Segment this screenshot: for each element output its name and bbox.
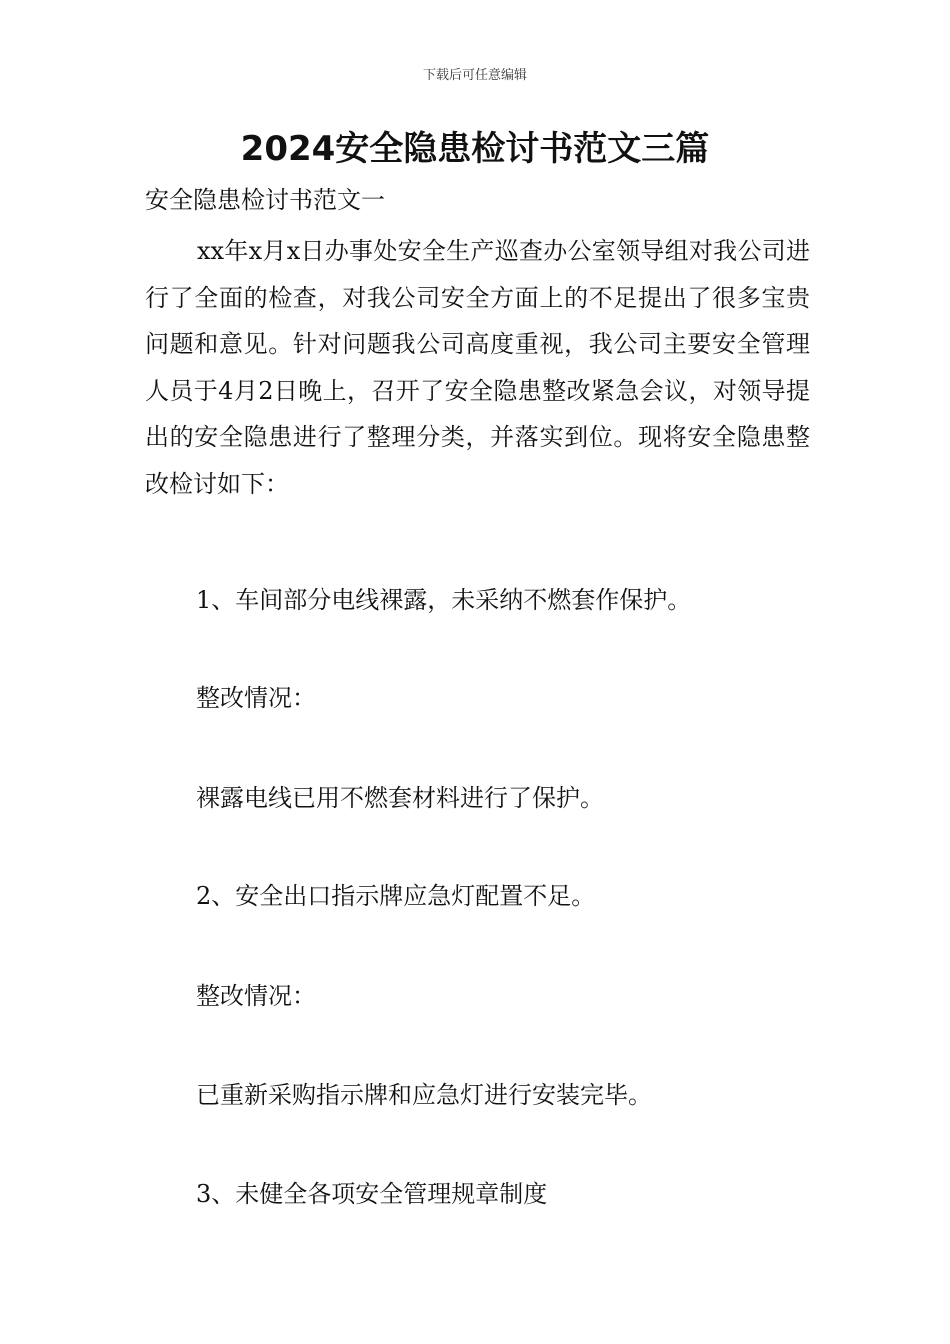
list-item: 裸露电线已用不燃套材料进行了保护。 bbox=[196, 784, 604, 812]
section-heading: 安全隐患检讨书范文一 bbox=[145, 186, 385, 214]
list-item: 1、车间部分电线裸露，未采纳不燃套作保护。 bbox=[196, 586, 692, 614]
header-note: 下载后可任意编辑 bbox=[422, 68, 527, 83]
document-title: 2024安全隐患检讨书范文三篇 bbox=[240, 129, 710, 169]
list-item: 整改情况： bbox=[196, 684, 316, 712]
list-item: 2、安全出口指示牌应急灯配置不足。 bbox=[196, 882, 596, 910]
list-item: 整改情况： bbox=[196, 982, 316, 1010]
list-item: 已重新采购指示牌和应急灯进行安装完毕。 bbox=[196, 1081, 652, 1109]
list-item: 3、未健全各项安全管理规章制度 bbox=[196, 1180, 548, 1208]
intro-paragraph: xx年x月x日办事处安全生产巡查办公室领导组对我公司进行了全面的检查，对我公司安全方面上的不足提出了很多宝贵问题和意见。针对问题我公司高度重视，我公司主要安全管理人员于4月2日晚上，召开了安全隐患整改紧急会议，对领导提出的安全隐患进行了整理分类，并落实到位。现将安全隐患整改检讨如下： bbox=[145, 237, 810, 498]
